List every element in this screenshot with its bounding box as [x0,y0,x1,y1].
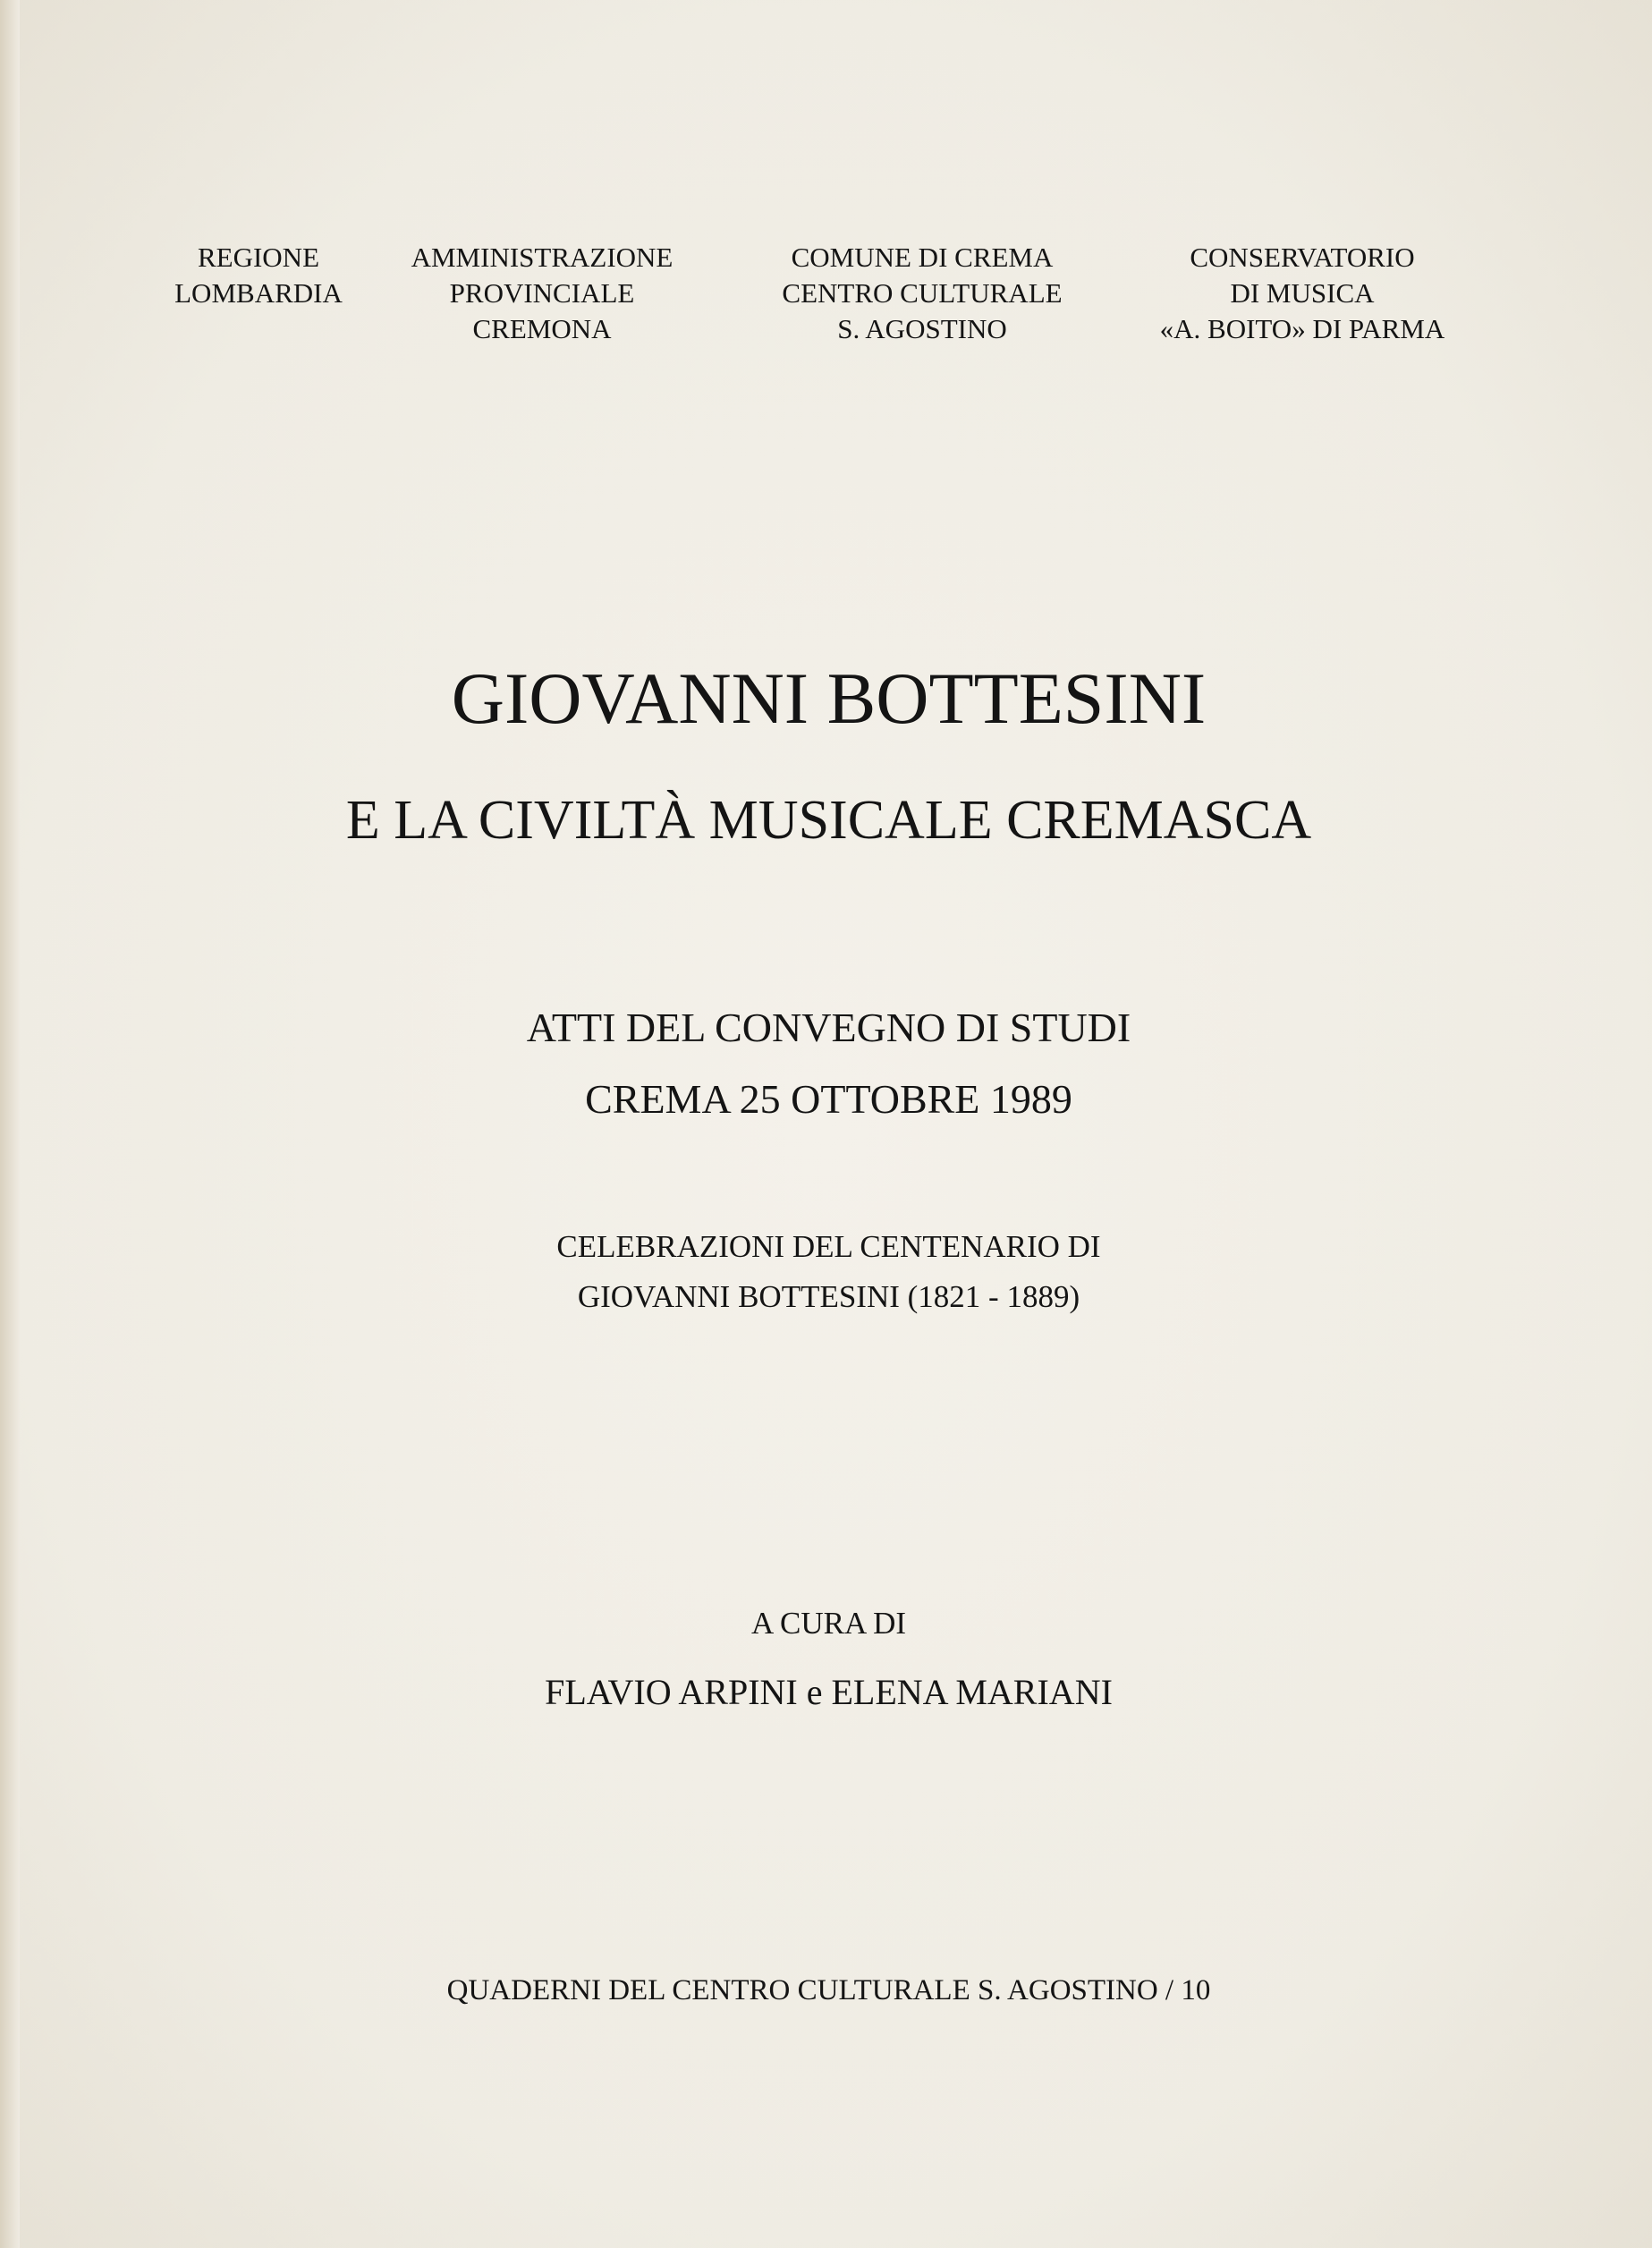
institution-provincia [354,240,730,347]
page-title: GIOVANNI BOTTESINI [451,657,1207,739]
institution-line: COMUNE DI CREMA [791,242,1054,273]
proceedings-line: ATTI DEL CONVEGNO DI STUDI [526,1005,1131,1050]
institution-line: AMMINISTRAZIONE [411,242,674,273]
institution-line: REGIONE [197,242,320,273]
proceedings-date: CREMA 25 OTTOBRE 1989 [585,1076,1072,1122]
page-subtitle: E LA CIVILTÀ MUSICALE CREMASCA [345,790,1312,851]
institution-line: CENTRO CULTURALE [782,277,1063,309]
institution-conservatorio [1114,240,1490,347]
institution-line: LOMBARDIA [174,277,343,309]
institution-line: PROVINCIALE [449,277,635,309]
editors: FLAVIO ARPINI e ELENA MARIANI [545,1672,1113,1712]
page-edge [0,0,20,2248]
institution-line: «A. BOITO» DI PARMA [1159,313,1445,344]
institution-comune [734,240,1110,347]
celebration-line: GIOVANNI BOTTESINI (1821 - 1889) [577,1279,1080,1314]
series-title: QUADERNI DEL CENTRO CULTURALE S. AGOSTINO / 10 [446,1974,1211,2006]
editors-label: A CURA DI [750,1606,907,1641]
institution-line: CREMONA [472,313,612,344]
institution-line: DI MUSICA [1230,277,1375,309]
institution-line: S. AGOSTINO [837,313,1007,344]
celebration-line: CELEBRAZIONI DEL CENTENARIO DI [556,1229,1101,1264]
institution-line: CONSERVATORIO [1190,242,1415,273]
